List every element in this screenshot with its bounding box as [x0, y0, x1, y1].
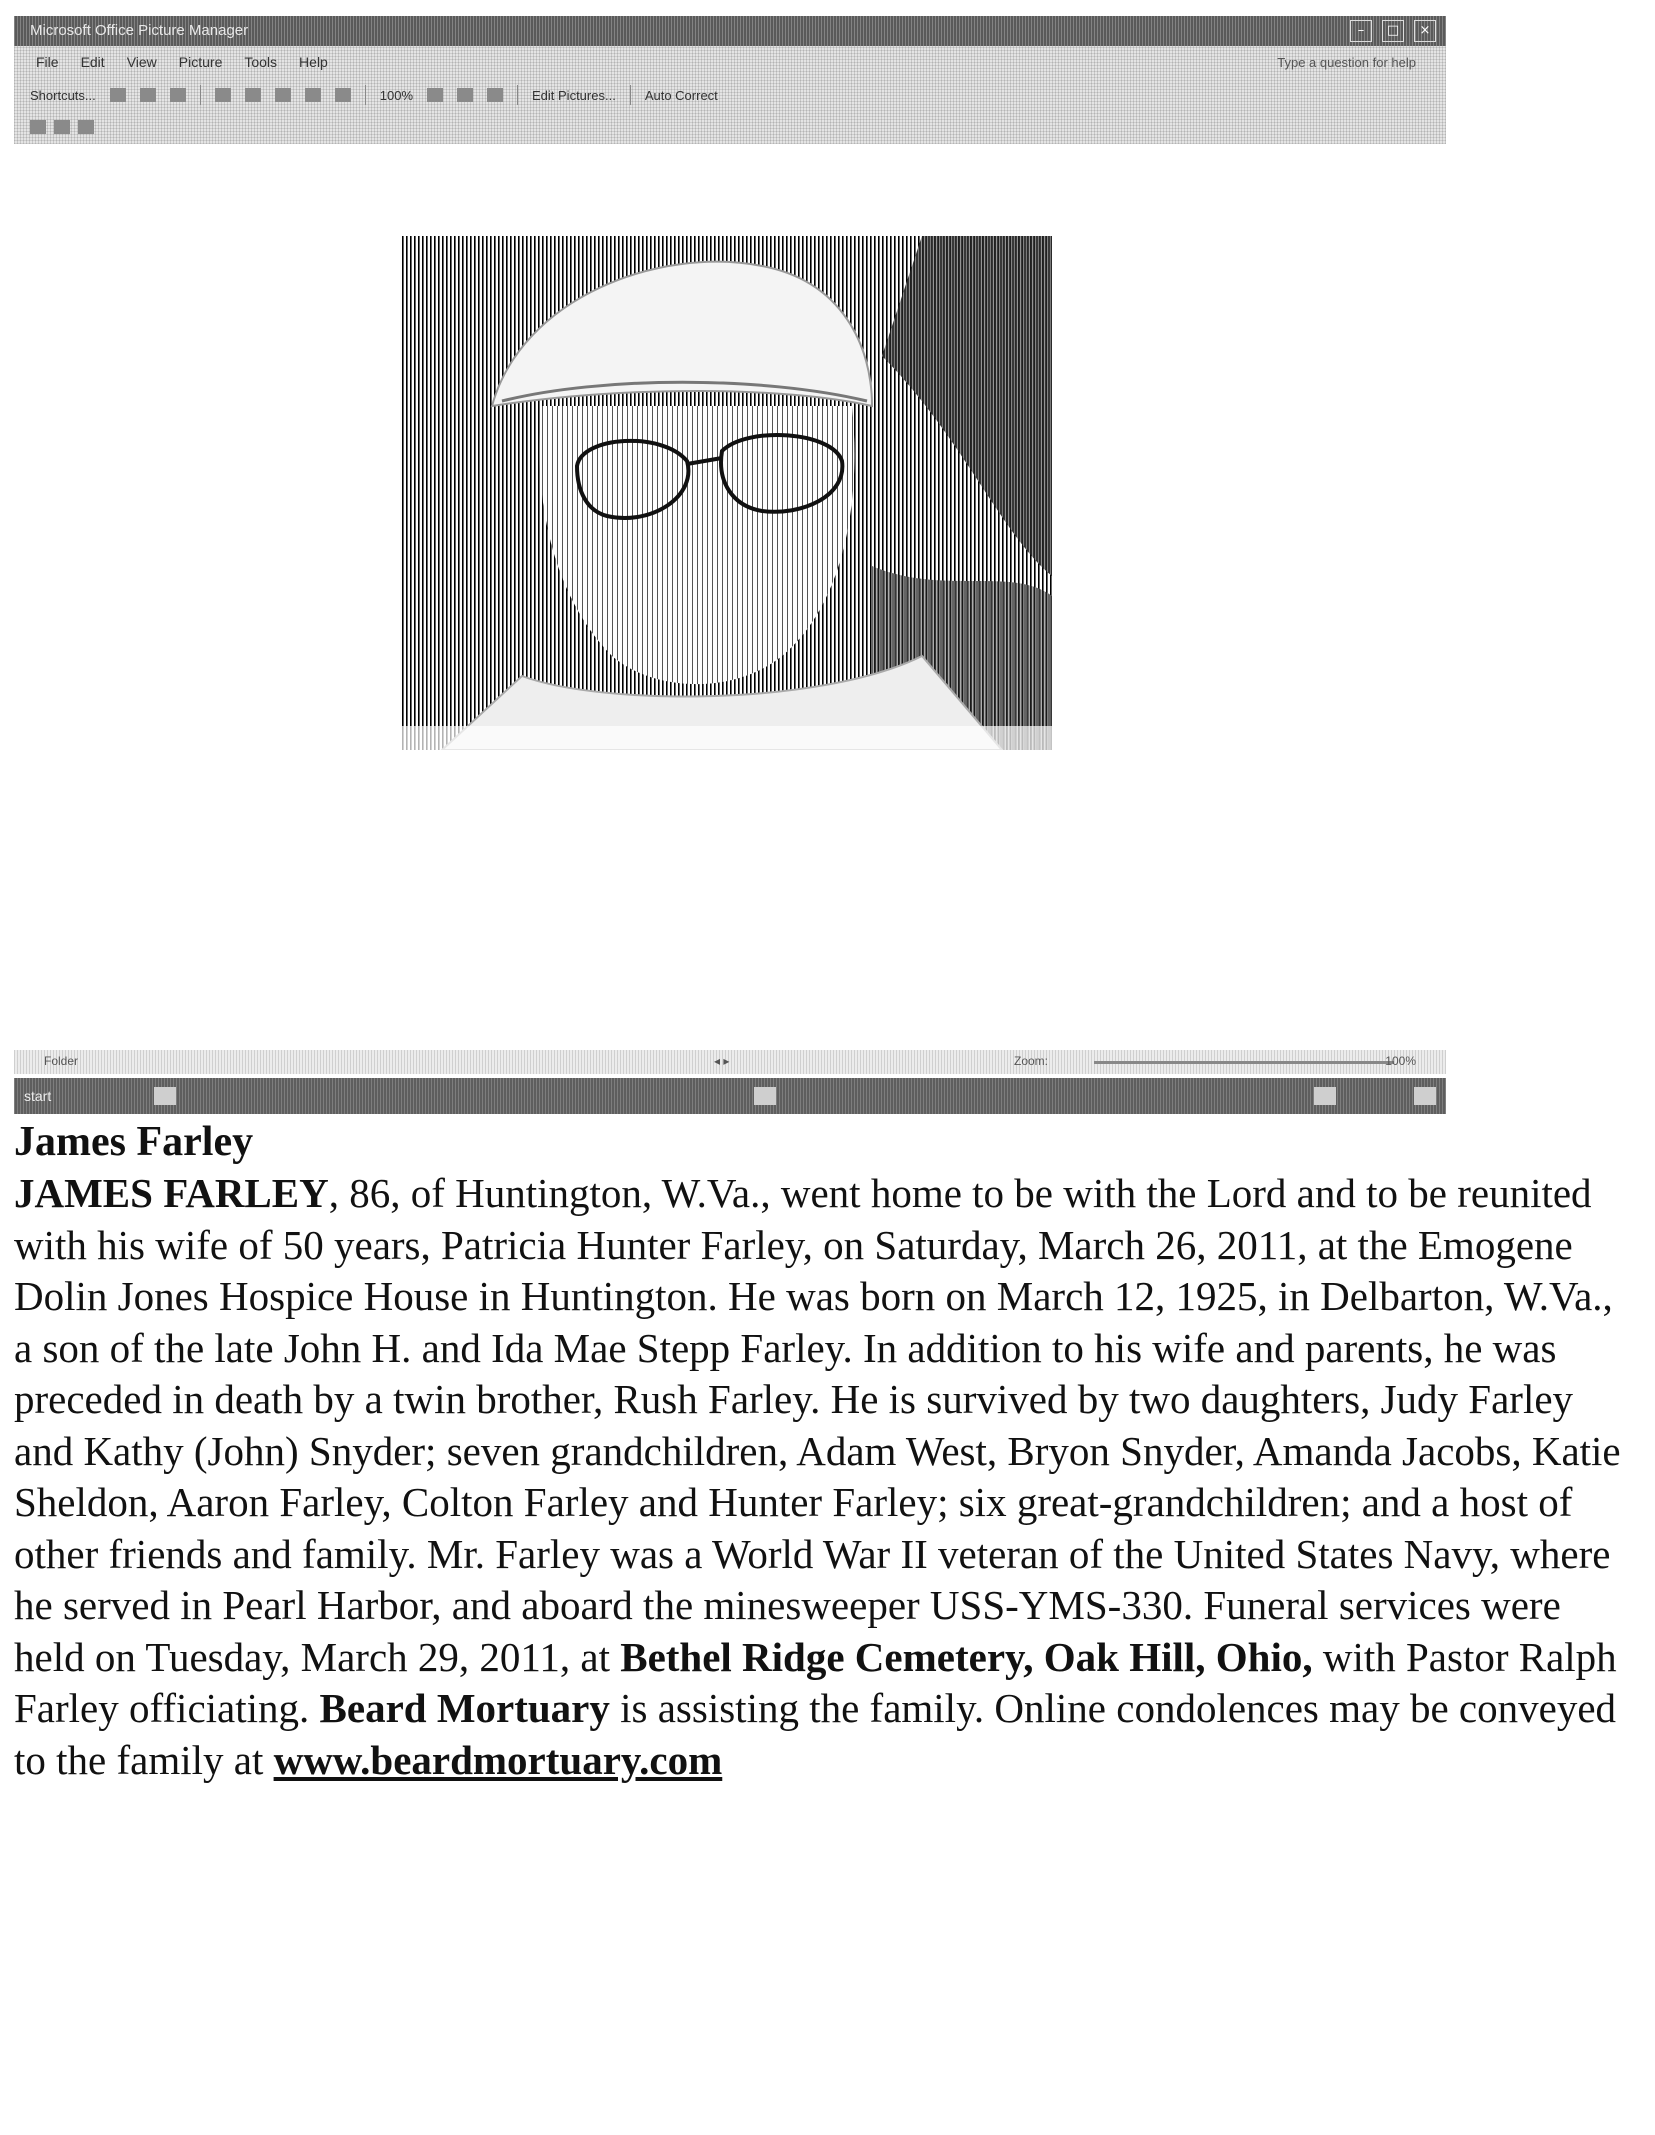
- delete-icon[interactable]: [335, 88, 351, 102]
- toolbar-divider: [517, 85, 518, 105]
- cemetery-name: Bethel Ridge Cemetery, Oak Hill, Ohio,: [620, 1633, 1313, 1680]
- status-bar: [14, 1050, 1446, 1074]
- menu-bar: [14, 48, 1446, 76]
- save-icon[interactable]: [215, 88, 231, 102]
- toolbar: [14, 78, 1446, 112]
- taskbar: [14, 1078, 1446, 1114]
- toolbar-divider: [200, 85, 201, 105]
- clock-icon[interactable]: [1414, 1087, 1436, 1105]
- obituary-text-3: is assisting the family. Online condolences may be conveyed to the family at: [14, 1685, 1617, 1783]
- navigation-arrows-icon[interactable]: ◂ ▸: [714, 1054, 730, 1068]
- filmstrip-view-icon[interactable]: [140, 88, 156, 102]
- window-title: Microsoft Office Picture Manager: [30, 22, 249, 39]
- tray-icon[interactable]: [1314, 1087, 1336, 1105]
- zoom-select[interactable]: 100%: [379, 87, 413, 103]
- help-search-input[interactable]: Type a question for help: [1277, 54, 1416, 70]
- status-folder-label: Folder: [44, 1054, 79, 1068]
- minimize-button[interactable]: –: [1350, 20, 1372, 42]
- portrait-photo: [402, 236, 1052, 750]
- close-button[interactable]: ×: [1414, 20, 1436, 42]
- back-icon[interactable]: [30, 120, 46, 134]
- mortuary-name: Beard Mortuary: [319, 1685, 610, 1731]
- menu-tools[interactable]: Tools: [244, 54, 278, 70]
- maximize-button[interactable]: □: [1382, 20, 1404, 42]
- menu-view[interactable]: View: [126, 54, 157, 70]
- menu-picture[interactable]: Picture: [178, 54, 223, 70]
- obituary-name: JAMES FARLEY: [14, 1170, 329, 1216]
- paste-icon[interactable]: [305, 88, 321, 102]
- zoom-label: Zoom:: [1014, 1054, 1049, 1068]
- menu-help[interactable]: Help: [299, 54, 328, 70]
- obituary-body: [14, 1168, 1639, 1786]
- forward-icon[interactable]: [54, 120, 70, 134]
- rotate-right-icon[interactable]: [487, 88, 503, 102]
- window-titlebar[interactable]: [14, 16, 1446, 46]
- rotate-left-icon[interactable]: [457, 88, 473, 102]
- picture-manager-window: [14, 16, 1446, 144]
- obituary-text-2: with Pastor Ralph Farley officiating.: [14, 1633, 1617, 1731]
- copy-icon[interactable]: [275, 88, 291, 102]
- folder-icon[interactable]: [78, 120, 94, 134]
- window-controls: [1350, 20, 1436, 42]
- obituary-title: James Farley: [14, 1119, 254, 1165]
- single-view-icon[interactable]: [170, 88, 186, 102]
- toolbar-divider: [365, 85, 366, 105]
- edit-pictures-button[interactable]: Edit Pictures...: [532, 87, 616, 103]
- obituary-text-1: , 86, of Huntington, W.Va., went home to be with the Lord and to be reunited with his wife of 50 years, Patricia Hunter Farley, on Saturday, March 26, 2011, at the Emogene Dolin Jones Hospice House in Huntington. He was born on March 12, 1925, in Delbarton, W.Va., a son of the late John H. and Ida Mae Stepp Farley. In addition to his wife and parents, he was preceded in death by a twin brother, Rush Farley. He is survived by two daughters, Judy Farley and Kathy (John) Snyder; seven grandchildren, Adam West, Bryon Snyder, Amanda Jacobs, Katie Sheldon, Aaron Farley, Colton Farley and Hunter Farley; six great-grandchildren; and a host of other friends and family. Mr. Farley was a World War II veteran of the United States Navy, where he served in Pearl Harbor, and aboard the minesweeper USS-YMS-330. Funeral services were held on Tuesday, March 29, 2011, at: [14, 1170, 1621, 1680]
- start-button[interactable]: start: [24, 1088, 52, 1104]
- menu-edit[interactable]: Edit: [80, 54, 105, 70]
- toolbar-divider: [630, 85, 631, 105]
- mortuary-website-link[interactable]: www.beardmortuary.com: [273, 1736, 723, 1783]
- secondary-toolbar: [14, 114, 94, 140]
- zoom-in-icon[interactable]: [427, 88, 443, 102]
- auto-correct-button[interactable]: Auto Correct: [644, 87, 718, 103]
- cut-icon[interactable]: [245, 88, 261, 102]
- shortcuts-button[interactable]: Shortcuts...: [30, 87, 96, 103]
- zoom-slider[interactable]: [1094, 1061, 1394, 1064]
- quick-launch-icon[interactable]: [154, 1087, 176, 1105]
- zoom-percent: 100%: [1385, 1054, 1416, 1068]
- taskbar-app-icon[interactable]: [754, 1087, 776, 1105]
- portrait-photo-icon: [402, 236, 1052, 750]
- obituary: [14, 1116, 1639, 1786]
- thumbnail-view-icon[interactable]: [110, 88, 126, 102]
- menu-file[interactable]: File: [36, 54, 59, 70]
